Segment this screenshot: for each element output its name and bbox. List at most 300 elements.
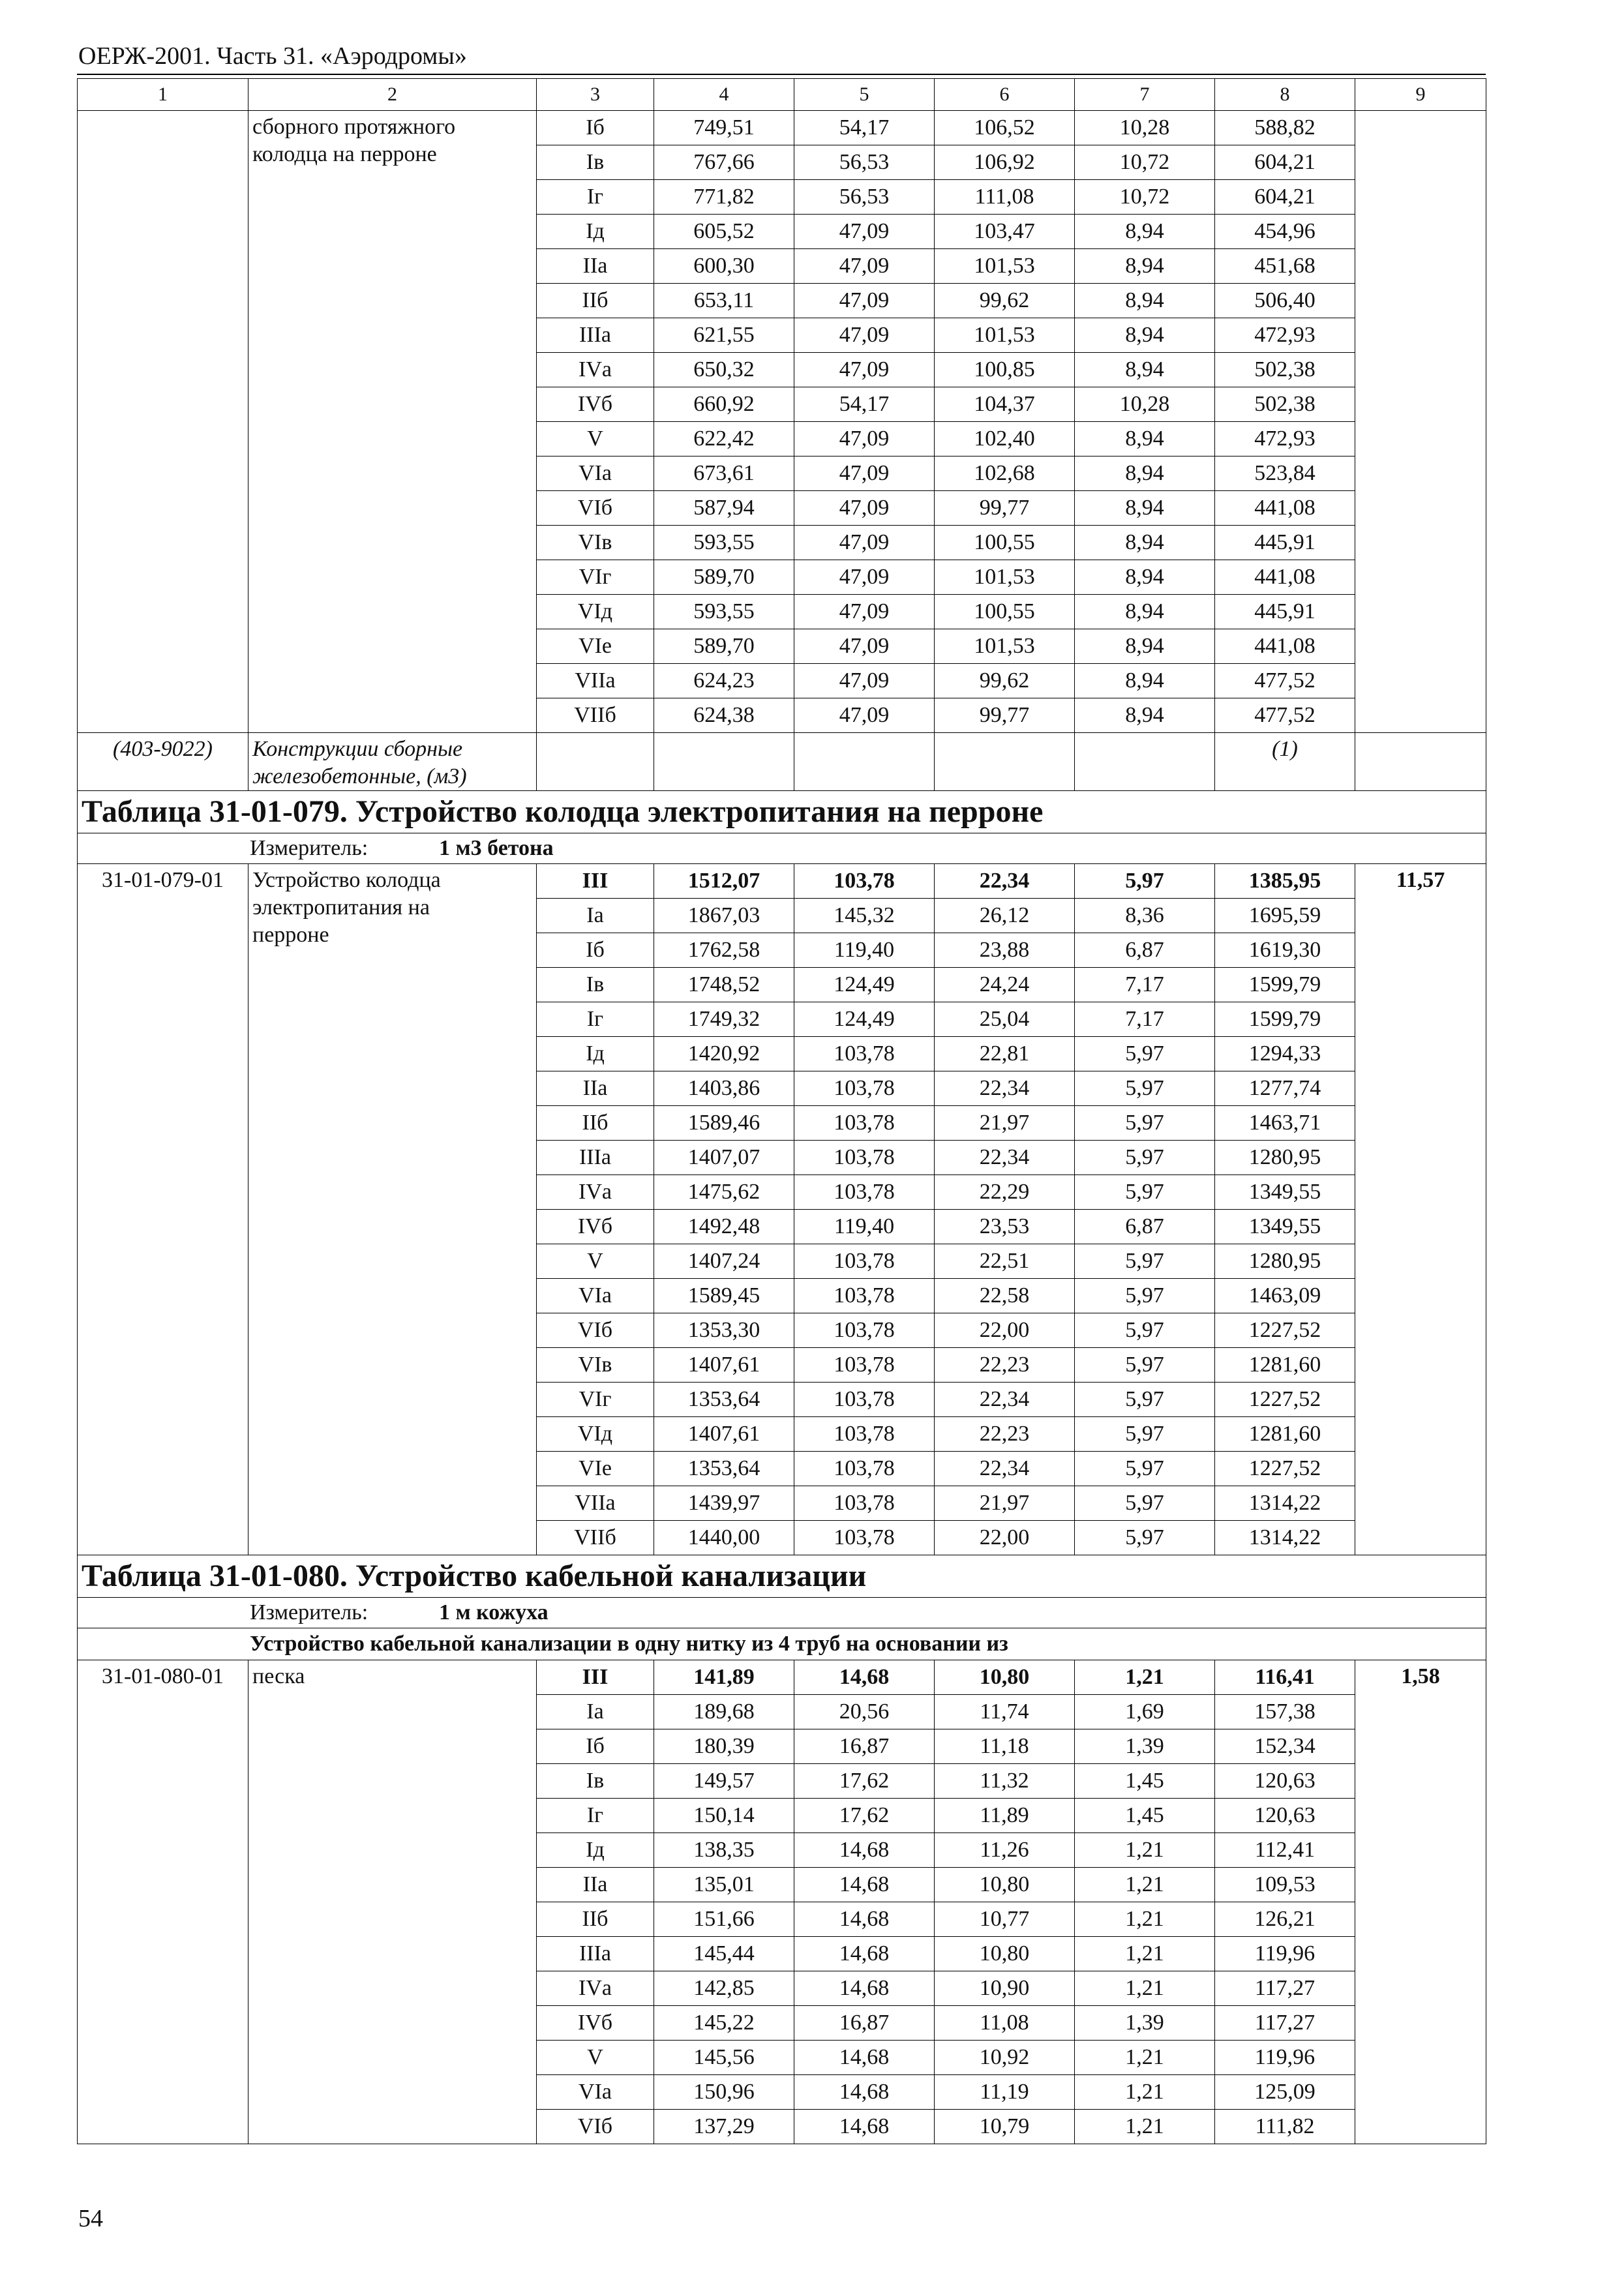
- zone-code-cell: Iв: [537, 145, 654, 180]
- machines-cell: 11,08: [935, 2006, 1075, 2041]
- wages-cell: 103,78: [794, 1417, 935, 1452]
- machines-cell: 99,62: [935, 664, 1075, 698]
- machinist-wages-cell: 8,94: [1075, 284, 1215, 318]
- total-cost-cell: 1407,24: [654, 1244, 794, 1279]
- materials-cell: 506,40: [1215, 284, 1355, 318]
- zone-code-cell: IIа: [537, 249, 654, 284]
- wages-cell: 14,68: [794, 1937, 935, 1971]
- wages-cell: 47,09: [794, 526, 935, 560]
- col9-cell: [1355, 526, 1486, 560]
- col9-cell: [1355, 595, 1486, 629]
- zone-code-cell: IVа: [537, 1175, 654, 1210]
- materials-cell: 126,21: [1215, 1902, 1355, 1937]
- materials-cell: 117,27: [1215, 2006, 1355, 2041]
- machines-cell: 22,34: [935, 1452, 1075, 1486]
- total-cost-cell: 1762,58: [654, 933, 794, 968]
- wages-cell: 103,78: [794, 1383, 935, 1417]
- price-table: [77, 78, 1486, 2144]
- machines-cell: 22,34: [935, 1141, 1075, 1175]
- materials-cell: 1695,59: [1215, 899, 1355, 933]
- zone-code-cell: VIIб: [537, 698, 654, 733]
- total-cost-cell: 141,89: [654, 1660, 794, 1695]
- wages-cell: 103,78: [794, 1521, 935, 1555]
- zone-code-cell: IVа: [537, 353, 654, 387]
- machinist-wages-cell: 7,17: [1075, 1002, 1215, 1037]
- materials-cell: 1227,52: [1215, 1383, 1355, 1417]
- zone-code-cell: VIв: [537, 1348, 654, 1383]
- total-cost-cell: 145,44: [654, 1937, 794, 1971]
- wages-cell: 145,32: [794, 899, 935, 933]
- total-cost-cell: 1420,92: [654, 1037, 794, 1071]
- col9-cell: [1355, 318, 1486, 353]
- name-line: колодца на перроне: [252, 142, 437, 166]
- machines-cell: 11,89: [935, 1799, 1075, 1833]
- total-cost-cell: 189,68: [654, 1695, 794, 1729]
- zone-code-cell: III: [537, 864, 654, 899]
- total-cost-cell: 660,92: [654, 387, 794, 422]
- machinist-wages-cell: 5,97: [1075, 1383, 1215, 1417]
- machinist-wages-cell: 5,97: [1075, 1175, 1215, 1210]
- wages-cell: 103,78: [794, 1313, 935, 1348]
- machines-cell: 101,53: [935, 318, 1075, 353]
- total-cost-cell: 138,35: [654, 1833, 794, 1868]
- name-cell: [248, 864, 537, 1555]
- col9-cell: 11,57: [1355, 864, 1486, 1555]
- machines-cell: 103,47: [935, 215, 1075, 249]
- machinist-wages-cell: 5,97: [1075, 1348, 1215, 1383]
- materials-cell: 523,84: [1215, 456, 1355, 491]
- subheading: Устройство кабельной канализации в одну нитку из 4 труб на основании из: [78, 1628, 1486, 1660]
- machinist-wages-cell: 8,94: [1075, 560, 1215, 595]
- page-number: 54: [78, 2205, 103, 2232]
- materials-cell: 1280,95: [1215, 1141, 1355, 1175]
- wages-cell: 103,78: [794, 1141, 935, 1175]
- machinist-wages-cell: 1,21: [1075, 1971, 1215, 2006]
- total-cost-cell: 600,30: [654, 249, 794, 284]
- wages-cell: 56,53: [794, 180, 935, 215]
- machines-cell: 100,85: [935, 353, 1075, 387]
- materials-cell: 502,38: [1215, 353, 1355, 387]
- machinist-wages-cell: 8,94: [1075, 318, 1215, 353]
- total-cost-cell: 624,38: [654, 698, 794, 733]
- total-cost-cell: 593,55: [654, 526, 794, 560]
- wages-cell: 103,78: [794, 1452, 935, 1486]
- machinist-wages-cell: 8,94: [1075, 664, 1215, 698]
- materials-cell: 1294,33: [1215, 1037, 1355, 1071]
- wages-cell: 17,62: [794, 1799, 935, 1833]
- zone-code-cell: VIа: [537, 1279, 654, 1313]
- machinist-wages-cell: 8,94: [1075, 249, 1215, 284]
- column-number-row: [78, 79, 1486, 111]
- resource-row: [78, 733, 1486, 791]
- total-cost-cell: 593,55: [654, 595, 794, 629]
- materials-cell: 119,96: [1215, 2041, 1355, 2075]
- wages-cell: 47,09: [794, 318, 935, 353]
- wages-cell: 124,49: [794, 1002, 935, 1037]
- measure-value: 1 м кожуха: [439, 1600, 549, 1624]
- machinist-wages-cell: 1,21: [1075, 2041, 1215, 2075]
- total-cost-cell: 145,56: [654, 2041, 794, 2075]
- machinist-wages-cell: 1,21: [1075, 1660, 1215, 1695]
- wages-cell: 14,68: [794, 1868, 935, 1902]
- machines-cell: 23,88: [935, 933, 1075, 968]
- materials-cell: 477,52: [1215, 698, 1355, 733]
- machinist-wages-cell: 1,21: [1075, 2110, 1215, 2144]
- total-cost-cell: 151,66: [654, 1902, 794, 1937]
- wages-cell: 47,09: [794, 284, 935, 318]
- materials-cell: 1463,71: [1215, 1106, 1355, 1141]
- machinist-wages-cell: 1,21: [1075, 1902, 1215, 1937]
- zone-code-cell: Iг: [537, 180, 654, 215]
- machines-cell: 11,74: [935, 1695, 1075, 1729]
- col9-cell: [1355, 353, 1486, 387]
- zone-code-cell: VIе: [537, 1452, 654, 1486]
- zone-code-cell: IIIа: [537, 318, 654, 353]
- total-cost-cell: 653,11: [654, 284, 794, 318]
- machines-cell: 104,37: [935, 387, 1075, 422]
- wages-cell: 103,78: [794, 1106, 935, 1141]
- machinist-wages-cell: 5,97: [1075, 1452, 1215, 1486]
- wages-cell: 47,09: [794, 595, 935, 629]
- name-line: Конструкции сборные: [252, 737, 463, 761]
- name-line: Устройство колодца: [252, 868, 441, 892]
- measure-label: Измеритель:: [250, 836, 368, 860]
- zone-code-cell: Iб: [537, 1729, 654, 1764]
- col9-cell: 1,58: [1355, 1660, 1486, 2144]
- wages-cell: 47,09: [794, 215, 935, 249]
- table-title: Таблица 31-01-080. Устройство кабельной канализации: [78, 1555, 1486, 1598]
- wages-cell: 103,78: [794, 1037, 935, 1071]
- machines-cell: 21,97: [935, 1486, 1075, 1521]
- machines-cell: 100,55: [935, 595, 1075, 629]
- machinist-wages-cell: 10,28: [1075, 387, 1215, 422]
- machinist-wages-cell: 1,45: [1075, 1764, 1215, 1799]
- total-cost-cell: 605,52: [654, 215, 794, 249]
- code-cell: [78, 111, 248, 733]
- name-line: железобетонные, (м3): [252, 764, 467, 788]
- total-cost-cell: 1407,61: [654, 1348, 794, 1383]
- measure-cell: [78, 833, 1486, 864]
- empty-cell: [1355, 733, 1486, 791]
- zone-code-cell: IIIа: [537, 1141, 654, 1175]
- total-cost-cell: 137,29: [654, 2110, 794, 2144]
- machinist-wages-cell: 5,97: [1075, 1244, 1215, 1279]
- measure-row: [78, 833, 1486, 864]
- machines-cell: 22,00: [935, 1521, 1075, 1555]
- column-number: 2: [248, 79, 537, 111]
- total-cost-cell: 624,23: [654, 664, 794, 698]
- machinist-wages-cell: 5,97: [1075, 1279, 1215, 1313]
- materials-cell: 1280,95: [1215, 1244, 1355, 1279]
- column-number: 5: [794, 79, 935, 111]
- zone-code-cell: IVа: [537, 1971, 654, 2006]
- machinist-wages-cell: 5,97: [1075, 1313, 1215, 1348]
- machines-cell: 10,80: [935, 1937, 1075, 1971]
- zone-code-cell: Iа: [537, 1695, 654, 1729]
- materials-cell: 441,08: [1215, 491, 1355, 526]
- empty-cell: [794, 733, 935, 791]
- materials-cell: 116,41: [1215, 1660, 1355, 1695]
- total-cost-cell: 587,94: [654, 491, 794, 526]
- zone-code-cell: Iб: [537, 111, 654, 145]
- total-cost-cell: 589,70: [654, 629, 794, 664]
- materials-cell: 111,82: [1215, 2110, 1355, 2144]
- resource-code: (403-9022): [78, 733, 248, 791]
- total-cost-cell: 149,57: [654, 1764, 794, 1799]
- machinist-wages-cell: 7,17: [1075, 968, 1215, 1002]
- wages-cell: 16,87: [794, 1729, 935, 1764]
- machines-cell: 22,81: [935, 1037, 1075, 1071]
- wages-cell: 47,09: [794, 491, 935, 526]
- machines-cell: 10,80: [935, 1868, 1075, 1902]
- wages-cell: 103,78: [794, 1071, 935, 1106]
- zone-code-cell: Iд: [537, 1037, 654, 1071]
- col9-cell: [1355, 387, 1486, 422]
- machinist-wages-cell: 8,94: [1075, 526, 1215, 560]
- zone-code-cell: VIIб: [537, 1521, 654, 1555]
- materials-cell: 1281,60: [1215, 1348, 1355, 1383]
- zone-code-cell: Iг: [537, 1002, 654, 1037]
- wages-cell: 54,17: [794, 111, 935, 145]
- materials-cell: 120,63: [1215, 1799, 1355, 1833]
- wages-cell: 47,09: [794, 422, 935, 456]
- col9-cell: [1355, 284, 1486, 318]
- wages-cell: 47,09: [794, 249, 935, 284]
- materials-cell: 157,38: [1215, 1695, 1355, 1729]
- machinist-wages-cell: 1,45: [1075, 1799, 1215, 1833]
- resource-name: [248, 733, 537, 791]
- total-cost-cell: 1353,64: [654, 1383, 794, 1417]
- machines-cell: 101,53: [935, 560, 1075, 595]
- wages-cell: 103,78: [794, 1348, 935, 1383]
- column-number: 7: [1075, 79, 1215, 111]
- measure-cell: [78, 1598, 1486, 1628]
- machinist-wages-cell: 1,39: [1075, 2006, 1215, 2041]
- zone-code-cell: VIб: [537, 491, 654, 526]
- total-cost-cell: 1512,07: [654, 864, 794, 899]
- total-cost-cell: 749,51: [654, 111, 794, 145]
- materials-cell: 1277,74: [1215, 1071, 1355, 1106]
- total-cost-cell: 1748,52: [654, 968, 794, 1002]
- materials-cell: 1227,52: [1215, 1452, 1355, 1486]
- machinist-wages-cell: 8,94: [1075, 456, 1215, 491]
- zone-code-cell: III: [537, 1660, 654, 1695]
- materials-cell: 445,91: [1215, 526, 1355, 560]
- materials-cell: 120,63: [1215, 1764, 1355, 1799]
- total-cost-cell: 673,61: [654, 456, 794, 491]
- zone-code-cell: IVб: [537, 2006, 654, 2041]
- col9-cell: [1355, 180, 1486, 215]
- wages-cell: 14,68: [794, 1833, 935, 1868]
- column-number: 6: [935, 79, 1075, 111]
- total-cost-cell: 767,66: [654, 145, 794, 180]
- machines-cell: 101,53: [935, 629, 1075, 664]
- machines-cell: 22,34: [935, 1383, 1075, 1417]
- machines-cell: 21,97: [935, 1106, 1075, 1141]
- column-number: 1: [78, 79, 248, 111]
- materials-cell: 477,52: [1215, 664, 1355, 698]
- table-row: [78, 864, 1486, 899]
- machines-cell: 99,62: [935, 284, 1075, 318]
- machinist-wages-cell: 8,94: [1075, 422, 1215, 456]
- machines-cell: 22,34: [935, 1071, 1075, 1106]
- materials-cell: 1314,22: [1215, 1521, 1355, 1555]
- wages-cell: 124,49: [794, 968, 935, 1002]
- column-number: 9: [1355, 79, 1486, 111]
- materials-cell: 502,38: [1215, 387, 1355, 422]
- zone-code-cell: VIа: [537, 456, 654, 491]
- machinist-wages-cell: 5,97: [1075, 1417, 1215, 1452]
- total-cost-cell: 589,70: [654, 560, 794, 595]
- resource-value: (1): [1215, 733, 1355, 791]
- materials-cell: 1385,95: [1215, 864, 1355, 899]
- total-cost-cell: 135,01: [654, 1868, 794, 1902]
- total-cost-cell: 1749,32: [654, 1002, 794, 1037]
- machines-cell: 10,77: [935, 1902, 1075, 1937]
- zone-code-cell: Iа: [537, 899, 654, 933]
- machinist-wages-cell: 5,97: [1075, 1141, 1215, 1175]
- name-cell: [248, 111, 537, 733]
- machinist-wages-cell: 8,94: [1075, 353, 1215, 387]
- total-cost-cell: 1589,45: [654, 1279, 794, 1313]
- machines-cell: 106,92: [935, 145, 1075, 180]
- machines-cell: 10,79: [935, 2110, 1075, 2144]
- total-cost-cell: 180,39: [654, 1729, 794, 1764]
- total-cost-cell: 1407,07: [654, 1141, 794, 1175]
- wages-cell: 54,17: [794, 387, 935, 422]
- code-cell: 31-01-080-01: [78, 1660, 248, 2144]
- materials-cell: 454,96: [1215, 215, 1355, 249]
- machinist-wages-cell: 5,97: [1075, 1521, 1215, 1555]
- col9-cell: [1355, 560, 1486, 595]
- total-cost-cell: 1492,48: [654, 1210, 794, 1244]
- materials-cell: 1227,52: [1215, 1313, 1355, 1348]
- wages-cell: 47,09: [794, 698, 935, 733]
- materials-cell: 117,27: [1215, 1971, 1355, 2006]
- col9-cell: [1355, 629, 1486, 664]
- total-cost-cell: 771,82: [654, 180, 794, 215]
- wages-cell: 103,78: [794, 864, 935, 899]
- wages-cell: 20,56: [794, 1695, 935, 1729]
- machines-cell: 23,53: [935, 1210, 1075, 1244]
- wages-cell: 14,68: [794, 2110, 935, 2144]
- machines-cell: 25,04: [935, 1002, 1075, 1037]
- zone-code-cell: IVб: [537, 1210, 654, 1244]
- wages-cell: 56,53: [794, 145, 935, 180]
- wages-cell: 103,78: [794, 1244, 935, 1279]
- materials-cell: 1349,55: [1215, 1210, 1355, 1244]
- zone-code-cell: V: [537, 1244, 654, 1279]
- machinist-wages-cell: 10,72: [1075, 180, 1215, 215]
- col9-cell: [1355, 422, 1486, 456]
- zone-code-cell: IIб: [537, 1106, 654, 1141]
- materials-cell: 472,93: [1215, 318, 1355, 353]
- machines-cell: 22,23: [935, 1348, 1075, 1383]
- wages-cell: 17,62: [794, 1764, 935, 1799]
- machinist-wages-cell: 8,94: [1075, 629, 1215, 664]
- total-cost-cell: 1353,30: [654, 1313, 794, 1348]
- materials-cell: 472,93: [1215, 422, 1355, 456]
- name-line: электропитания на: [252, 895, 430, 920]
- wages-cell: 14,68: [794, 2041, 935, 2075]
- total-cost-cell: 150,14: [654, 1799, 794, 1833]
- machinist-wages-cell: 10,28: [1075, 111, 1215, 145]
- zone-code-cell: VIв: [537, 526, 654, 560]
- machinist-wages-cell: 8,36: [1075, 899, 1215, 933]
- zone-code-cell: V: [537, 2041, 654, 2075]
- materials-cell: 112,41: [1215, 1833, 1355, 1868]
- total-cost-cell: 621,55: [654, 318, 794, 353]
- zone-code-cell: VIа: [537, 2075, 654, 2110]
- machines-cell: 111,08: [935, 180, 1075, 215]
- col9-cell: [1355, 111, 1486, 145]
- materials-cell: 119,96: [1215, 1937, 1355, 1971]
- name-line: песка: [252, 1664, 305, 1688]
- machinist-wages-cell: 5,97: [1075, 864, 1215, 899]
- zone-code-cell: VIIа: [537, 664, 654, 698]
- machines-cell: 99,77: [935, 491, 1075, 526]
- machines-cell: 10,92: [935, 2041, 1075, 2075]
- zone-code-cell: IIб: [537, 284, 654, 318]
- total-cost-cell: 1589,46: [654, 1106, 794, 1141]
- subheading-row: [78, 1628, 1486, 1660]
- header-rule: [77, 74, 1486, 75]
- materials-cell: 1281,60: [1215, 1417, 1355, 1452]
- machinist-wages-cell: 8,94: [1075, 491, 1215, 526]
- zone-code-cell: Iб: [537, 933, 654, 968]
- measure-row: [78, 1598, 1486, 1628]
- total-cost-cell: 1403,86: [654, 1071, 794, 1106]
- total-cost-cell: 1407,61: [654, 1417, 794, 1452]
- total-cost-cell: 1440,00: [654, 1521, 794, 1555]
- zone-code-cell: Iв: [537, 968, 654, 1002]
- empty-cell: [935, 733, 1075, 791]
- machines-cell: 100,55: [935, 526, 1075, 560]
- wages-cell: 47,09: [794, 629, 935, 664]
- machines-cell: 22,23: [935, 1417, 1075, 1452]
- zone-code-cell: VIд: [537, 1417, 654, 1452]
- materials-cell: 588,82: [1215, 111, 1355, 145]
- zone-code-cell: VIг: [537, 560, 654, 595]
- zone-code-cell: IIа: [537, 1071, 654, 1106]
- materials-cell: 1619,30: [1215, 933, 1355, 968]
- code-cell: 31-01-079-01: [78, 864, 248, 1555]
- zone-code-cell: Iд: [537, 215, 654, 249]
- machines-cell: 22,34: [935, 864, 1075, 899]
- total-cost-cell: 1353,64: [654, 1452, 794, 1486]
- machinist-wages-cell: 10,72: [1075, 145, 1215, 180]
- machinist-wages-cell: 6,87: [1075, 1210, 1215, 1244]
- materials-cell: 125,09: [1215, 2075, 1355, 2110]
- machines-cell: 22,29: [935, 1175, 1075, 1210]
- machines-cell: 10,90: [935, 1971, 1075, 2006]
- wages-cell: 14,68: [794, 1971, 935, 2006]
- materials-cell: 152,34: [1215, 1729, 1355, 1764]
- machinist-wages-cell: 5,97: [1075, 1106, 1215, 1141]
- table-title: Таблица 31-01-079. Устройство колодца электропитания на перроне: [78, 791, 1486, 833]
- table-row: [78, 1660, 1486, 1695]
- zone-code-cell: IIIа: [537, 1937, 654, 1971]
- zone-code-cell: Iд: [537, 1833, 654, 1868]
- materials-cell: 1599,79: [1215, 1002, 1355, 1037]
- wages-cell: 47,09: [794, 456, 935, 491]
- col9-cell: [1355, 491, 1486, 526]
- materials-cell: 451,68: [1215, 249, 1355, 284]
- zone-code-cell: VIб: [537, 2110, 654, 2144]
- total-cost-cell: 622,42: [654, 422, 794, 456]
- materials-cell: 445,91: [1215, 595, 1355, 629]
- wages-cell: 14,68: [794, 1902, 935, 1937]
